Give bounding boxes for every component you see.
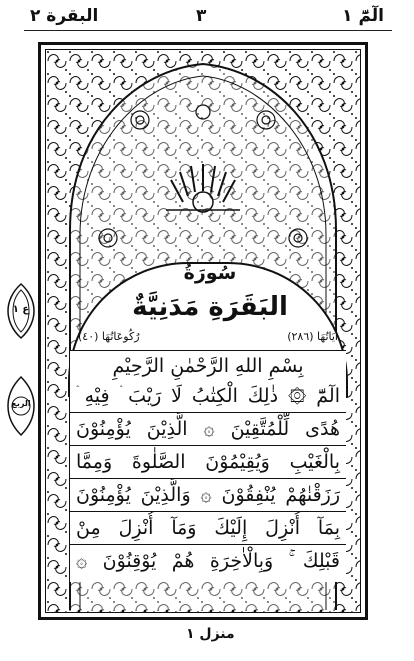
verse-line: قَبْلِكَ ۚ وَبِالْاٰخِرَةِ هُمْ يُوْقِنُوْنَ ۞ xyxy=(76,550,340,572)
surah-title: البَقَرَةِ مَدَنِيَّةٌ xyxy=(132,292,288,322)
ruku-marker-label: ع ١ xyxy=(12,304,30,315)
verse-block xyxy=(70,380,346,582)
ayat-count: ايَاتُهَا (٢٨٦) xyxy=(287,330,338,343)
verse-line: رَزَقْنٰهُمْ يُنْفِقُوْنَ ۞ وَالَّذِيْنَ يُؤْمِنُوْنَ xyxy=(70,479,346,512)
verse-line: الٓمّٓ ۞ ذٰلِكَ الْكِتٰبُ لَا رَيْبَ ۛ فِيْهِ ۛ xyxy=(70,380,346,413)
verse-line: بِالْغَيْبِ وَيُقِيْمُوْنَ الصَّلٰوةَ وَمِمَّا xyxy=(70,446,346,479)
ruku-count: رُكُوعَاتُهَا (٤٠) xyxy=(78,330,140,343)
page-number: ٣ xyxy=(196,6,207,26)
quarter-marker-label: الربع xyxy=(11,399,31,408)
basmala: بِسْمِ اللهِ الرَّحْمٰنِ الرَّحِيْمِ xyxy=(70,350,346,382)
header-divider xyxy=(24,30,392,31)
header-juz-name: الٓمّٓ ١ xyxy=(342,6,384,26)
surah-meta xyxy=(74,330,342,348)
surah-label: سُورَةُ xyxy=(183,262,237,284)
header-surah-name: البقرة ٢ xyxy=(30,6,99,26)
verse-line: بِمَآ أُنْزِلَ إِلَيْكَ وَمَآ أُنْزِلَ مِنْ xyxy=(70,512,346,545)
verse-line: هُدًى لِّلْمُتَّقِيْنَ ۞ الَّذِيْنَ يُؤْمِنُوْنَ xyxy=(70,413,346,446)
quarter-marker xyxy=(6,375,36,437)
ruku-marker xyxy=(6,282,36,340)
manzil-label: منزل ١ xyxy=(186,626,235,642)
